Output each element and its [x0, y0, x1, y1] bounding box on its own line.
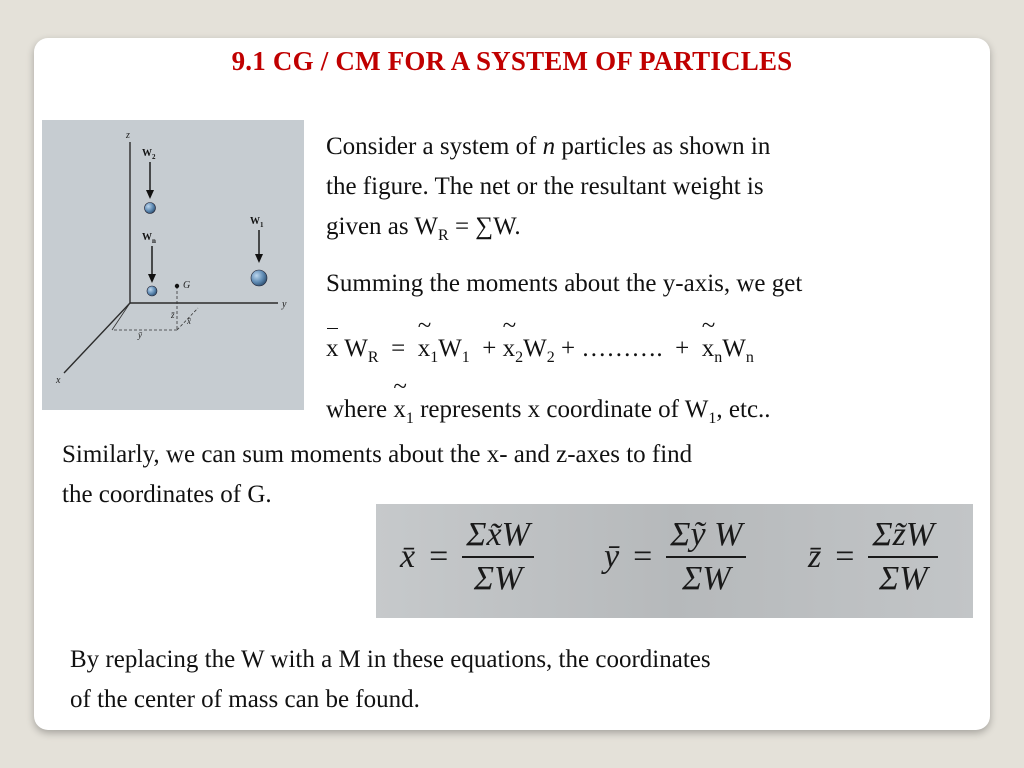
similarly-line-1: Similarly, we can sum moments about the x- and z-axes to find [62, 441, 693, 468]
z-bar-label: z̄ [171, 310, 175, 320]
similarly-line-2: the coordinates of G. [62, 481, 272, 508]
slide-title: 9.1 CG / CM FOR A SYSTEM OF PARTICLES [231, 46, 793, 76]
z-axis-label: z [126, 130, 130, 141]
particle-w1 [251, 270, 267, 286]
y-bar-formula: ȳ = $\frac{\text{Σỹ W}}{\Sigma W}$ [604, 516, 746, 598]
where-line: where ~ $x_1$ represents x coordinate of $W_1$, etc.. [326, 390, 771, 439]
intro-paragraph [326, 127, 770, 256]
particle-system-figure [42, 120, 304, 410]
particle-system-diagram [42, 120, 304, 410]
com-line-1: By replacing the W with a M in these equations, the coordinates [70, 646, 711, 673]
y-axis-label: y [282, 299, 287, 310]
x-bar-formula: x̄ = $\frac{\Sigma x̃W}{\Sigma W}$ [400, 516, 534, 598]
w2-label: $W_2$ [142, 148, 156, 161]
centroid-formulas [376, 504, 973, 618]
com-line-2: of the center of mass can be found. [70, 686, 420, 713]
z-bar-formula: z̄ = $\frac{\Sigma z̃W}{\Sigma W}$ [808, 516, 938, 598]
intro-line-3: given as $W_R = \sum W$. [326, 213, 521, 244]
g-label: G [183, 280, 191, 291]
x-axis-label: x [56, 375, 61, 386]
center-of-mass-paragraph [70, 640, 711, 720]
intro-line-1: Consider a system of n particles as shown in [326, 133, 771, 160]
particle-w2 [145, 203, 156, 214]
w1-label: $W_1$ [250, 216, 264, 229]
particle-wn [147, 286, 157, 296]
y-bar-label: ȳ [138, 330, 142, 340]
slide [34, 38, 990, 730]
moments-intro: Summing the moments about the y-axis, we get [326, 270, 803, 297]
x-bar-label: x̄ [187, 316, 191, 326]
intro-line-2: the figure. The net or the resultant weight is [326, 173, 764, 200]
x-axis [64, 303, 130, 373]
similarly-paragraph [62, 435, 692, 515]
center-of-gravity-point [175, 284, 179, 288]
wn-label: $W_n$ [142, 232, 156, 245]
moment-equation: x $W_R$ = ~ $x_1W_1$ + ~ $x_2W_2$ + ………. + ~ $x_nW_n$ [326, 329, 754, 378]
